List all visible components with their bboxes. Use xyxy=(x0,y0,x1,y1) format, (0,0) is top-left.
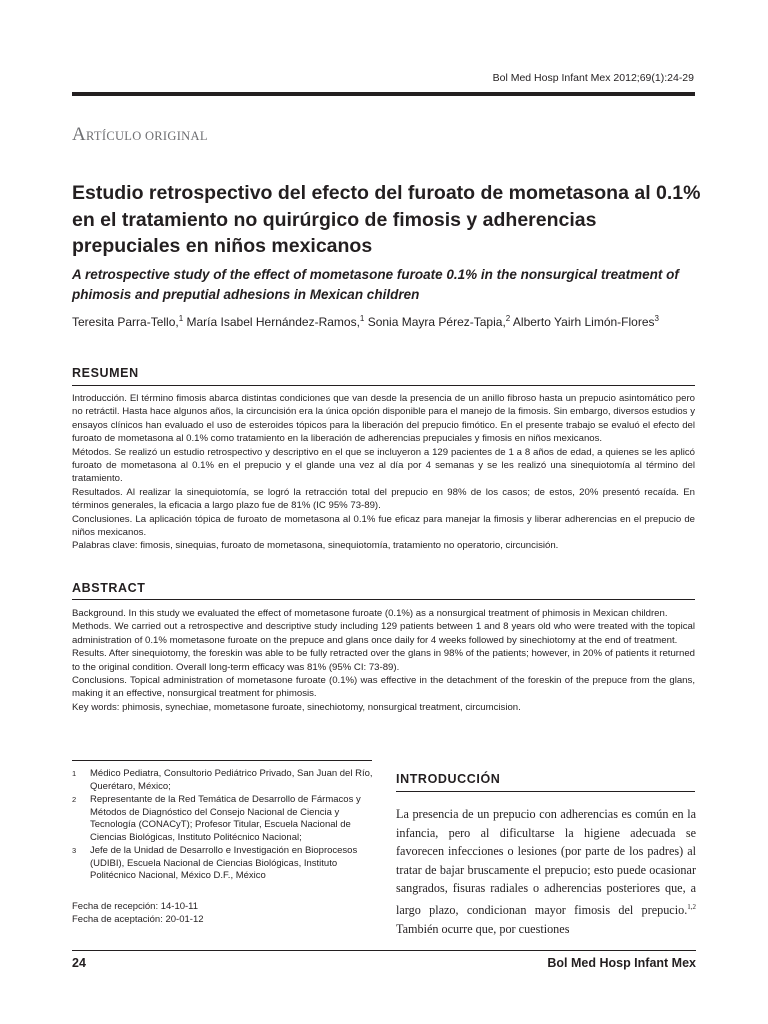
abstract-results: Results. After sinequiotomy, the foreskin was able to be fully retracted over the glans in 98% of the patients; however, in 20% of patients it returned to the original condition. Overall long-term efficacy was 81% (95% CI: 73-89). xyxy=(72,648,695,673)
introduccion-rule xyxy=(396,791,695,792)
abstract-body xyxy=(72,607,695,714)
author-name: Alberto Yairh Limón-Flores xyxy=(510,315,655,329)
introduccion-text: La presencia de un prepucio con adherencias es común en la infancia, pero al dificultarse la higiene adecuada se favorecen infecciones o lesiones (por parte de los padres) al tratar de bajar bruscamente el prepucio; esto puede ocasionar sangrados, fisuras radiales o adherencias posteriores que, a largo plazo, condicionan mayor fimosis del prepucio. xyxy=(396,807,696,918)
footnote-text: Médico Pediatra, Consultorio Pediátrico Privado, San Juan del Río, Querétaro, México; xyxy=(90,768,373,792)
footnote-text: Jefe de la Unidad de Desarrollo e Investigación en Bioprocesos (UDIBI), Escuela Nacional de Ciencias Biológicas, Instituto Politécnico Nacional, México D.F., México xyxy=(90,845,358,881)
footnote-number: 2 xyxy=(72,795,77,804)
resumen-body xyxy=(72,392,695,553)
introduccion-body xyxy=(396,805,696,938)
author-affiliation-mark: 1 xyxy=(178,314,184,323)
author-affiliation-mark: 2 xyxy=(505,314,511,323)
abstract-heading: ABSTRACT xyxy=(72,581,146,595)
resumen-heading: RESUMEN xyxy=(72,366,139,380)
received-date: Fecha de recepción: 14-10-11 xyxy=(72,901,199,912)
resumen-resultados: Resultados. Al realizar la sinequiotomía, se logró la retracción total del prepucio en 98% de los casos; de estos, 20% presentó recaída. En términos generales, la eficacia a largo plazo fue de 81% (IC 95% 73-89). xyxy=(72,486,695,512)
section-label-rest: RTÍCULO ORIGINAL xyxy=(86,129,208,143)
footnote-number: 1 xyxy=(72,769,77,778)
citation-ref: 1,2 xyxy=(687,902,696,911)
section-label-initial: A xyxy=(72,124,87,145)
accepted-date: Fecha de aceptación: 20-01-12 xyxy=(72,914,204,925)
footnote-rule xyxy=(72,760,372,761)
author-affiliation-mark: 3 xyxy=(654,314,659,323)
author-name: Teresita Parra-Tello, xyxy=(72,315,179,329)
introduccion-text-cont: También ocurre que, por cuestiones xyxy=(396,921,570,936)
footnote-item xyxy=(72,768,377,793)
section-label xyxy=(72,124,208,146)
journal-citation: Bol Med Hosp Infant Mex 2012;69(1):24-29 xyxy=(492,72,694,84)
title-english: A retrospective study of the effect of mometasone furoate 0.1% in the nonsurgical treatment of phimosis and preputial adhesions in Mexican children xyxy=(72,267,679,302)
submission-dates xyxy=(72,900,377,926)
footnote-item xyxy=(72,845,377,883)
resumen-conclusiones: Conclusiones. La aplicación tópica de furoato de mometasona al 0.1% fue eficaz para manejar la fimosis y liberar adherencias en el prepucio de niños mexicanos. xyxy=(72,513,695,539)
introduccion-heading: INTRODUCCIÓN xyxy=(396,772,501,786)
footer-journal-name: Bol Med Hosp Infant Mex xyxy=(547,956,696,970)
footnotes xyxy=(72,768,377,884)
page-number: 24 xyxy=(72,956,86,970)
footnote-item xyxy=(72,794,377,844)
resumen-palabras-clave: Palabras clave: fimosis, sinequias, furoato de mometasona, sinequiotomía, tratamiento no operatorio, circuncisión. xyxy=(72,540,559,552)
footnote-number: 3 xyxy=(72,846,77,855)
resumen-introduccion: Introducción. El término fimosis abarca distintas condiciones que van desde la presencia de un anillo fibroso hasta un prepucio asintomático pero no retráctil. Hasta hace algunos años, la circuncisión era la única opción disponible para el manejo de la fimosis. Sin embargo, diversos estudios y ensayos clínicos han evaluado el uso de esteroides tópicos para la liberación del prepucio fimótico. En el presente trabajo se evaluó el efecto del furoato de mometasona al 0.1% como tratamiento en la liberación de adherencias prepuciales y fimosis en niños mexicanos. xyxy=(72,393,695,445)
abstract-key-words: Key words: phimosis, synechiae, mometasone furoate, sinechiotomy, nonsurgical treatment, circumcision. xyxy=(72,701,521,713)
author-name: María Isabel Hernández-Ramos, xyxy=(183,315,360,329)
footnote-text: Representante de la Red Temática de Desarrollo de Fármacos y Métodos de Diagnóstico del Consejo Nacional de Ciencia y Tecnología (CONACyT); Profesor Titular, Escuela Nacional de Ciencias Biológicas, Instituto Politécnico Nacional; xyxy=(90,794,361,843)
resumen-metodos: Métodos. Se realizó un estudio retrospectivo y descriptivo en el que se incluyeron a 129 pacientes de 1 a 8 años de edad, a quienes se les aplicó furoato de mometasona al 0.1% en el prepucio y el glande una vez al día por 4 semanas y se les realizó una sinequiotomía al término del tratamiento. xyxy=(72,446,695,485)
top-rule xyxy=(72,92,695,96)
resumen-rule xyxy=(72,385,695,386)
author-affiliation-mark: 1 xyxy=(359,314,365,323)
abstract-conclusions: Conclusions. Topical administration of mometasone furoate (0.1%) was effective in the detachment of the foreskin of the prepuce from the glans, making it an effective, nonsurgical treatment for phimosis. xyxy=(72,675,695,700)
author-name: Sonia Mayra Pérez-Tapia, xyxy=(364,315,506,329)
abstract-background: Background. In this study we evaluated the effect of mometasone furoate (0.1%) as a nonsurgical treatment of phimosis in Mexican children. xyxy=(72,608,668,619)
abstract-methods: Methods. We carried out a retrospective and descriptive study including 129 patients between 1 and 8 years old who were treated with the topical administration of 0.1% mometasone furoate on the prepuce and glans once daily for 4 weeks followed by sinechiotomy at the end of treatment. xyxy=(72,621,695,646)
footer-rule xyxy=(72,950,696,951)
abstract-rule xyxy=(72,599,695,600)
author-list xyxy=(72,311,712,330)
title-spanish: Estudio retrospectivo del efecto del furoato de mometasona al 0.1% en el tratamiento no quirúrgico de fimosis y adherencias prepuciales en niños mexicanos xyxy=(72,182,701,257)
